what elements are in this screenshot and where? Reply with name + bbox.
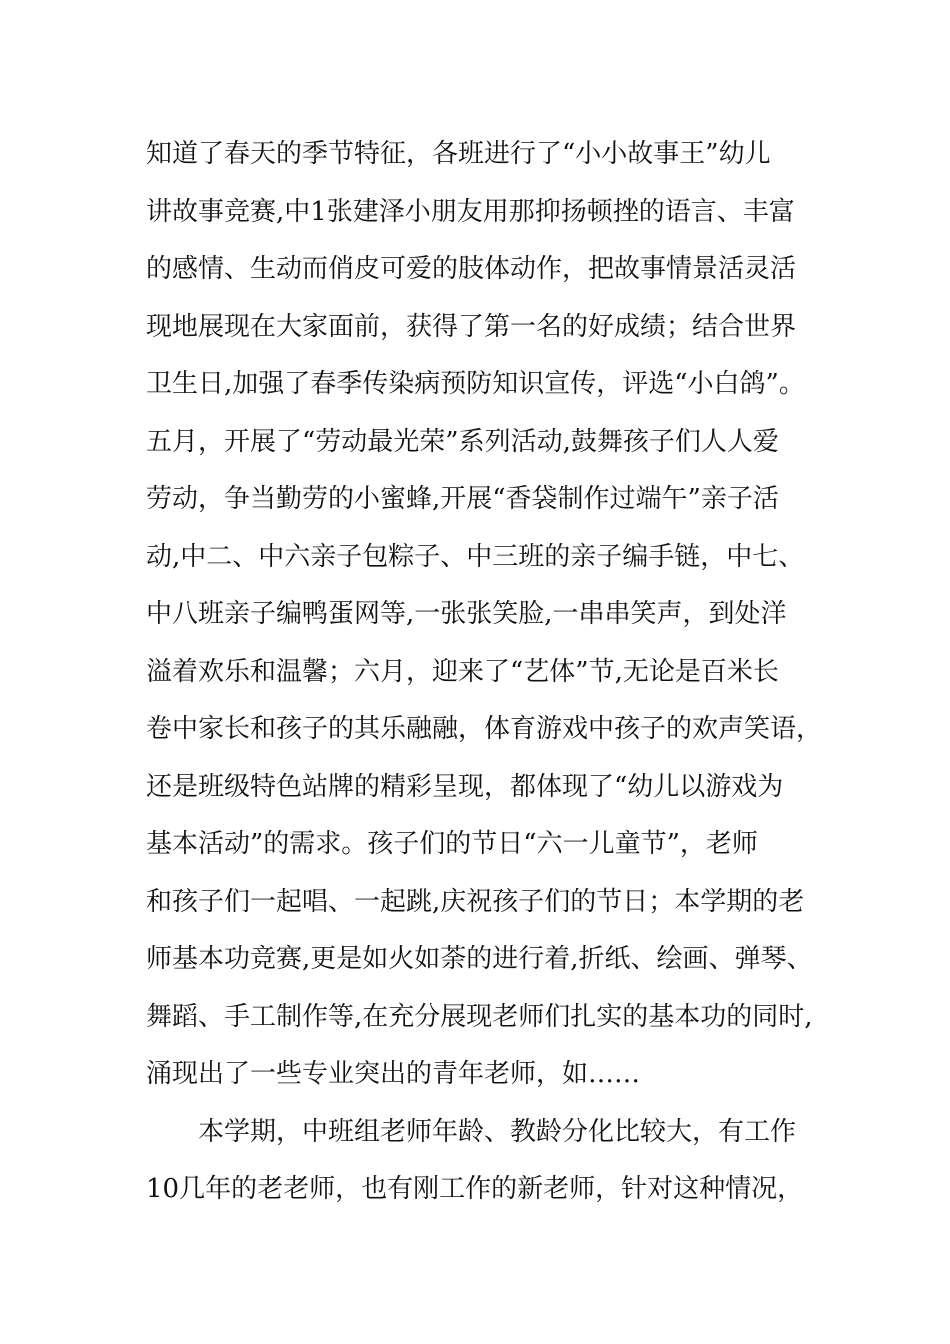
text-line: 涌现出了一些专业突出的青年老师，如…… [146, 1059, 641, 1089]
paragraph-1 [146, 126, 836, 1104]
text-line: 还是班级特色站牌的精彩呈现，都体现了“幼儿以游戏为 [146, 771, 784, 802]
text-line: 和孩子们一起唱、一起跳,庆祝孩子们的节日；本学期的老 [146, 886, 805, 917]
text-line: 师基本功竞赛,更是如火如荼的进行着,折纸、绘画、弹琴、 [146, 944, 813, 974]
text-line: 本学期，中班组老师年龄、教龄分化比较大，有工作 [198, 1116, 797, 1147]
text-line: 讲故事竞赛,中1张建泽小朋友用那抑扬顿挫的语言、丰富 [146, 196, 795, 227]
text-line: 10几年的老老师，也有刚工作的新老师，针对这种情况， [146, 1174, 804, 1204]
text-line: 舞蹈、手工制作等,在充分展现老师们扎实的基本功的同时, [146, 1001, 813, 1032]
text-line: 劳动，争当勤劳的小蜜蜂,开展“香袋制作过端午”亲子活 [146, 484, 779, 514]
text-line: 卷中家长和孩子的其乐融融，体育游戏中孩子的欢声笑语， [146, 714, 823, 744]
paragraph-2 [146, 1104, 836, 1219]
text-line: 知道了春天的季节特征，各班进行了“小小故事王”幼儿 [146, 139, 771, 169]
text-line: 溢着欢乐和温馨；六月，迎来了“艺体”节,无论是百米长 [146, 656, 779, 687]
text-line: 动,中二、中六亲子包粽子、中三班的亲子编手链，中七、 [146, 541, 805, 572]
text-line: 现地展现在大家面前，获得了第一名的好成绩；结合世界 [146, 311, 797, 342]
text-line: 五月，开展了“劳动最光荣”系列活动,鼓舞孩子们人人爱 [146, 426, 779, 457]
text-line: 卫生日,加强了春季传染病预防知识宣传，评选“小白鸽”。 [146, 369, 805, 399]
text-line: 的感情、生动而俏皮可爱的肢体动作，把故事情景活灵活 [146, 254, 797, 284]
text-line: 基本活动”的需求。孩子们的节日“六一儿童节”，老师 [146, 829, 758, 859]
text-line: 中八班亲子编鸭蛋网等,一张张笑脸,一串串笑声，到处洋 [146, 599, 787, 629]
body-text [146, 126, 836, 1219]
